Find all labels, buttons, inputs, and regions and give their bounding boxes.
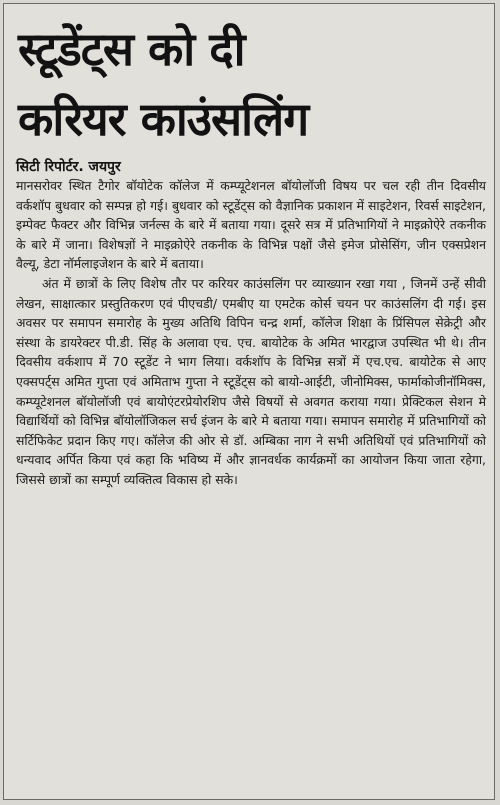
- newspaper-clipping: [3, 3, 495, 800]
- dateline: सिटी रिपोर्टर. जयपुर: [16, 159, 121, 175]
- headline-line-2: करियर काउंसलिंग: [18, 92, 309, 146]
- headline-line-1: स्टूडेंट्स को दी: [18, 22, 245, 76]
- article-paragraph-1: मानसरोवर स्थित टैगोर बॉयोटेक कॉलेज में कम्प्यूटेशनल बॉयोलॉजी विषय पर चल रही तीन दिवसीय वर्कशॉप बुधवार को सम्पन्न हो गई। बुधवार को स्टूडेंट्स को वैज्ञानिक प्रकाशन में साइटेशन, रिवर्स साइटेशन, इम्पेक्ट फैक्टर और विभिन्न जर्नल्स के बारे में बताया गया। दूसरे सत्र में प्रतिभागियों ने माइक्रोऐरे तकनीक के बारे में जाना। विशेषज्ञों ने माइक्रोऐरे तकनीक के विभिन्न पक्षों जैसे इमेज प्रोसेसिंग, जीन एक्सप्रेशन वैल्यू, डेटा नॉर्मलाइजेशन के बारे में बताया।: [16, 178, 486, 272]
- article-body: [16, 176, 486, 490]
- article-paragraph-2: अंत में छात्रों के लिए विशेष तौर पर करियर काउंसलिंग पर व्याख्यान रखा गया , जिनमें उन्हें सीवी लेखन, साक्षात्कार प्रस्तुतिकरण एवं पीएचडी/ एमबीए या एमटेक कोर्स चयन पर काउंसलिंग दी गई। इस अवसर पर समापन समारोह के मुख्य अतिथि विपिन चन्द्र शर्मा, कॉलेज शिक्षा के प्रिंसिपल सेक्रेट्री और संस्था के डायरेक्टर पी.डी. सिंह के अलावा एच. एच. बायोटेक के अमित भारद्वाज उपस्थित भी थे। तीन दिवसीय वर्कशाप में 70 स्टूडेंट ने भाग लिया। वर्कशॉप के विभिन्न सत्रों में एच.एच. बायोटेक से आए एक्सपर्ट्स अमित गुप्ता एवं अमिताभ गुप्ता ने स्टूडेंट्स को बायो-आईटी, जीनोमिक्स, फार्माकोजीनॉमिक्स, कम्प्यूटेशनल बॉयोलॉजी एवं बायोएंटरप्रेयोरशिप जैसे विषयों से अवगत कराया गया। प्रेक्टिकल सेशन मे विद्यार्थियों को विभिन्न बॉयोलॉजिकल सर्च इंजन के बारे मे बताया गया। समापन समारोह में प्रतिभागियों को सर्टिफिकेट प्रदान किए गए। कॉलेज की ओर से डॉ. अम्बिका नाग ने सभी अतिथियों एवं प्रतिभागियों को धन्यवाद अर्पित किया एवं कहा कि भविष्य में और ज्ञानवर्धक कार्यक्रमों का आयोजन किया जाता रहेगा, जिससे छात्रों का सम्पूर्ण व्यक्तित्व विकास हो सके।: [16, 275, 486, 487]
